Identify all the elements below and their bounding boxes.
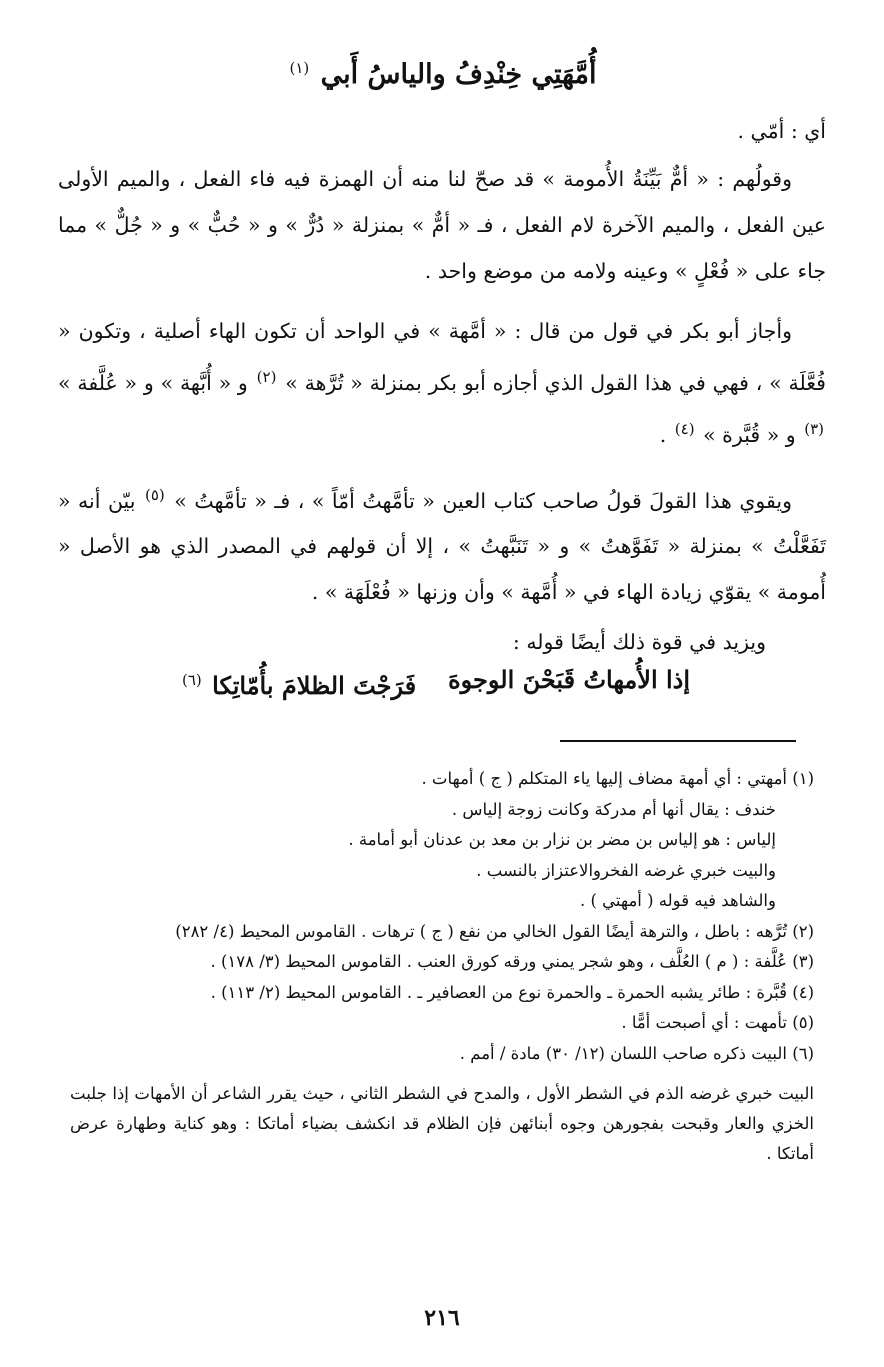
verse-hemistich-second-text: فَرَجْتَ الظلامَ بأُمّاتِكا xyxy=(212,671,417,700)
footnote-line: (٣) عُلَّفة : ( م ) العُلَّف ، وهو شجر يمني ورقه كورق العنب . القاموس المحيط (٣/ ١٧٨) . xyxy=(210,952,814,971)
footnote-line: والبيت خبري غرضه الفخروالاعتزاز بالنسب . xyxy=(476,860,776,880)
footnote-ref-2: (٢) xyxy=(256,368,277,386)
yuqawwi-text-1: ويقوي هذا القولَ قولُ صاحب كتاب العين « تأمَّهتُ أمّاً » ، فـ « تأمَّهتُ » xyxy=(174,488,792,513)
footnote-line: خندف : يقال أنها أم مدركة وكانت زوجة إلياس . xyxy=(451,799,776,819)
commentary-text: البيت خبري غرضه الذم في الشطر الأول ، والمدح في الشطر الثاني ، حيث يقرر الشاعر أن الأمهات إذا جلبت الخزي والعار وقبحت بفجورهن وجوه أبنائهن فإن الظلام قد انكشف بضياء أماتكا : وهو كناية وطهارة عرض أماتكا . xyxy=(70,1084,814,1163)
footnote-commentary xyxy=(70,1079,814,1169)
ajaz-text-1: وأجاز أبو بكر في قول من قال : « أمَّهة » في الواحد أن تكون الهاء أصلية ، وتكون « فُعَّلَة » ، فهي في هذا القول الذي أجازه أبو بكر بمنزلة « تُرَّهة » xyxy=(58,319,826,395)
footnote-line: (٥) تأمهت : أي أصبحت أمًّا . xyxy=(621,1013,814,1032)
ajaz-text-3: و « قُبَّرة » xyxy=(703,422,796,447)
ajaz-text-2: و « أُبَّهة » و « عُلَّفة » xyxy=(58,370,248,395)
footnote-line: (٦) البيت ذكره صاحب اللسان (١٢/ ٣٠) مادة / أمم . xyxy=(459,1043,814,1063)
main-text xyxy=(58,108,826,665)
verse-hemistich-second xyxy=(180,655,416,711)
title-footnote-marker: (١) xyxy=(289,59,310,77)
title-text: أُمَّهَتِي خِنْدِفُ والياسُ أَبي xyxy=(320,59,597,90)
footnote-line: والشاهد فيه قوله ( أمهتي ) . xyxy=(579,891,776,910)
footnote-line: (١) أمهتي : أي أمهة مضاف إليها ياء المتكلم ( ج ) أمهات . xyxy=(421,769,814,788)
paragraph-yuqawwi xyxy=(58,472,826,616)
paragraph-yazid: ويزيد في قوة ذلك أيضًا قوله : xyxy=(512,630,766,655)
footnote-line: (٤) قُبَّرة : طائر يشبه الحمرة ـ والحمرة نوع من العصافير ـ . القاموس المحيط (٢/ ١١٣) . xyxy=(210,982,814,1002)
footnote-ref-5: (٥) xyxy=(144,485,165,504)
paragraph-ajaz xyxy=(58,308,826,458)
ajaz-text-4: . xyxy=(659,422,667,447)
footnote-line: (٢) تُرَّهه : باطل ، والترهة أيضًا القول الخالي من نفع ( ج ) ترهات . القاموس المحيط (٤/ ٢٨٢) xyxy=(175,921,814,941)
verse-hemistich-first: إذا الأُمهاتُ قَبَحْنَ الوجوهَ xyxy=(448,665,690,694)
footnote-ref-4: (٤) xyxy=(674,419,695,438)
poetry-verse xyxy=(100,655,784,705)
footnote-ref-3: (٣) xyxy=(804,419,824,438)
page-number: ٢١٦ xyxy=(424,1305,460,1331)
footnote-line: إلياس : هو إلياس بن مضر بن نزار بن معد بن عدنان أبو أمامة . xyxy=(348,830,776,849)
page-title xyxy=(0,46,884,97)
verse-footnote-marker: (٦) xyxy=(182,671,202,689)
footnotes xyxy=(70,764,814,1169)
intro-line: أي : أمّي . xyxy=(737,119,826,143)
paragraph-qawluhum: وقولُهم : « أمٌّ بَيِّنَةُ الأُمومة » قد صحّ لنا منه أن الهمزة فيه فاء الفعل ، والميم الأولى عين الفعل ، والميم الآخرة لام الفعل ، فـ « أمٌّ » بمنزلة « دُرٌّ » و « حُبٌّ » و « جُلٌّ » مما جاء على « فُعْلٍ » وعينه ولامه من موضع واحد . xyxy=(58,167,826,283)
footnote-divider xyxy=(560,740,796,742)
yuqawwi-text-2: بيّن أنه « تَفَعَّلْتُ » بمنزلة « تَفَوَّهتُ » و « تَنَبَّهتُ » ، إلا أن قولهم في المصدر الذي هو الأصل « أُمومة » يقوّي زيادة الهاء في « أُمَّهة » وأن وزنها « فُعْلَهَة » . xyxy=(58,488,826,605)
footnote-lines xyxy=(70,764,814,1069)
